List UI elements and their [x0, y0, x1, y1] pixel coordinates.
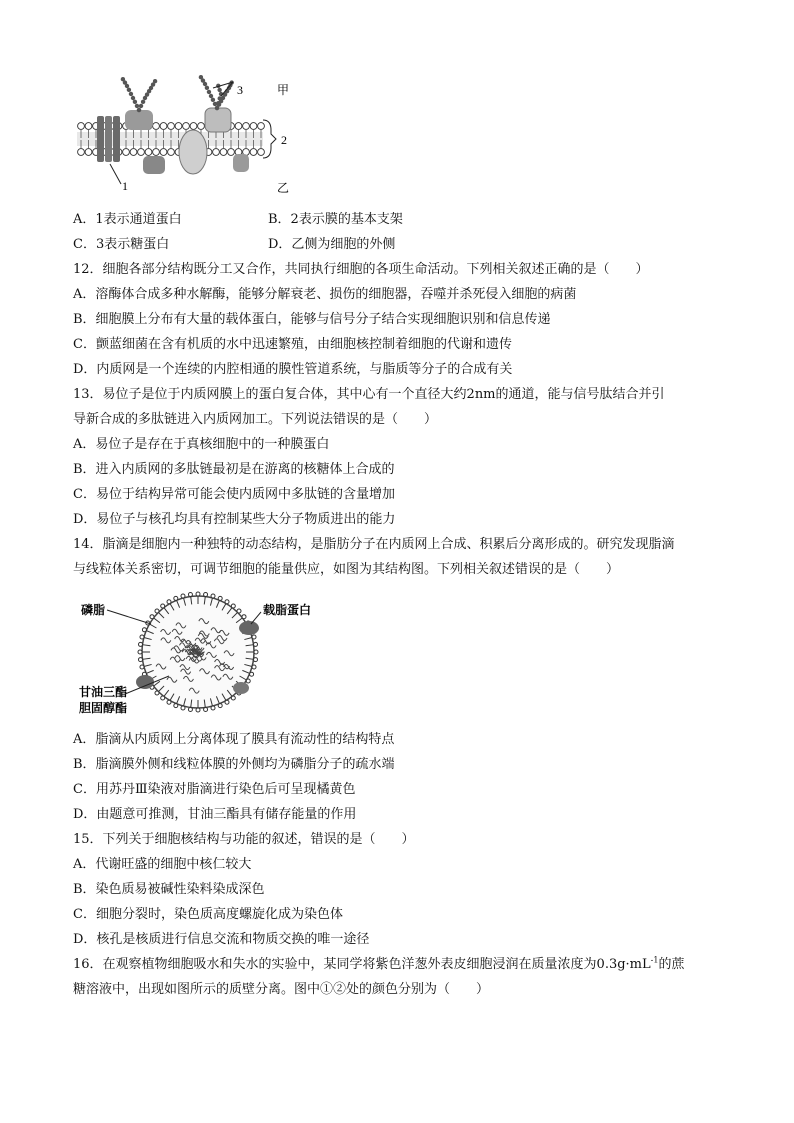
q13-option-d: D．易位子与核孔均具有控制某些大分子物质进出的能力: [73, 512, 396, 527]
q13-option-c: C．易位于结构异常可能会使内质网中多肽链的含量增加: [73, 487, 395, 502]
q15-option-d: D．核孔是核质进行信息交流和物质交换的唯一途径: [73, 932, 370, 947]
q11-option-b: B．2表示膜的基本支架: [268, 212, 403, 227]
q16-stem-line1: [73, 955, 684, 975]
label-cholesterol-ester: 胆固醇酯: [79, 701, 128, 715]
q15-option-a: A．代谢旺盛的细胞中核仁较大: [73, 857, 252, 872]
q14-stem-line2: 与线粒体关系密切，可调节细胞的能量供应，如图为其结构图。下列相关叙述错误的是（ ）: [73, 562, 620, 577]
q11-option-d: D．乙侧为细胞的外侧: [268, 237, 396, 252]
q14-option-d: D．由题意可推测，甘油三酯具有储存能量的作用: [73, 807, 357, 822]
q12-option-c: C．颤蓝细菌在含有机质的水中迅速繁殖，由细胞核控制着细胞的代谢和遗传: [73, 337, 512, 352]
q14-option-a: A．脂滴从内质网上分离体现了膜具有流动性的结构特点: [73, 732, 395, 747]
q13-option-a: A．易位子是存在于真核细胞中的一种膜蛋白: [73, 437, 330, 452]
q12-option-a: A．溶酶体合成多种水解酶，能够分解衰老、损伤的细胞器，吞噬并杀死侵入细胞的病菌: [73, 287, 577, 302]
q13-stem-line2: 导新合成的多肽链进入内质网加工。下列说法错误的是（ ）: [73, 412, 438, 427]
cell-membrane-figure: [73, 68, 313, 200]
q13-stem-line1: 13．易位子是位于内质网膜上的蛋白复合体，其中心有一个直径大约2nm的通道，能与信号肽结合并引: [73, 387, 665, 402]
q14-option-b: B．脂滴膜外侧和线粒体膜的外侧均为磷脂分子的疏水端: [73, 757, 395, 772]
label-side-top: 甲: [277, 83, 290, 97]
q11-option-c: C．3表示糖蛋白: [73, 237, 170, 252]
q12-option-b: B．细胞膜上分布有大量的载体蛋白，能够与信号分子结合实现细胞识别和信息传递: [73, 312, 551, 327]
label-1: 1: [122, 179, 128, 193]
q16-stem-part1: 16．在观察植物细胞吸水和失水的实验中，某同学将紫色洋葱外表皮细胞浸润在质量浓度为0.3g·mL: [73, 957, 651, 972]
q16-unit-superscript: -1: [650, 955, 659, 965]
lipid-droplet-figure: [73, 590, 333, 720]
q12-stem: 12．细胞各部分结构既分工又合作，共同执行细胞的各项生命活动。下列相关叙述正确的是（ ）: [73, 262, 649, 277]
label-apolipoprotein: 载脂蛋白: [263, 603, 312, 617]
label-triglyceride: 甘油三酯: [79, 685, 128, 699]
q16-stem-part2: 的蔗: [658, 957, 685, 972]
q13-option-b: B．进入内质网的多肽链最初是在游离的核糖体上合成的: [73, 462, 395, 477]
label-side-bottom: 乙: [277, 181, 290, 195]
q15-option-b: B．染色质易被碱性染料染成深色: [73, 882, 265, 897]
q15-stem: 15．下列关于细胞核结构与功能的叙述，错误的是（ ）: [73, 832, 415, 847]
channel-protein: [97, 116, 120, 162]
q14-stem-line1: 14．脂滴是细胞内一种独特的动态结构，是脂肪分子在内质网上合成、积累后分离形成的。研究发现脂滴: [73, 537, 675, 552]
q16-stem-line2: 糖溶液中，出现如图所示的质壁分离。图中①②处的颜色分别为（ ）: [73, 982, 490, 997]
label-2: 2: [281, 133, 287, 147]
q12-option-d: D．内质网是一个连续的内腔相通的膜性管道系统，与脂质等分子的合成有关: [73, 362, 513, 377]
label-3: 3: [237, 83, 243, 97]
label-phospholipid: 磷脂: [81, 603, 106, 617]
q11-option-a: A．1表示通道蛋白: [73, 212, 182, 227]
q14-option-c: C．用苏丹Ⅲ染液对脂滴进行染色后可呈现橘黄色: [73, 782, 356, 797]
q15-option-c: C．细胞分裂时，染色质高度螺旋化成为染色体: [73, 907, 343, 922]
